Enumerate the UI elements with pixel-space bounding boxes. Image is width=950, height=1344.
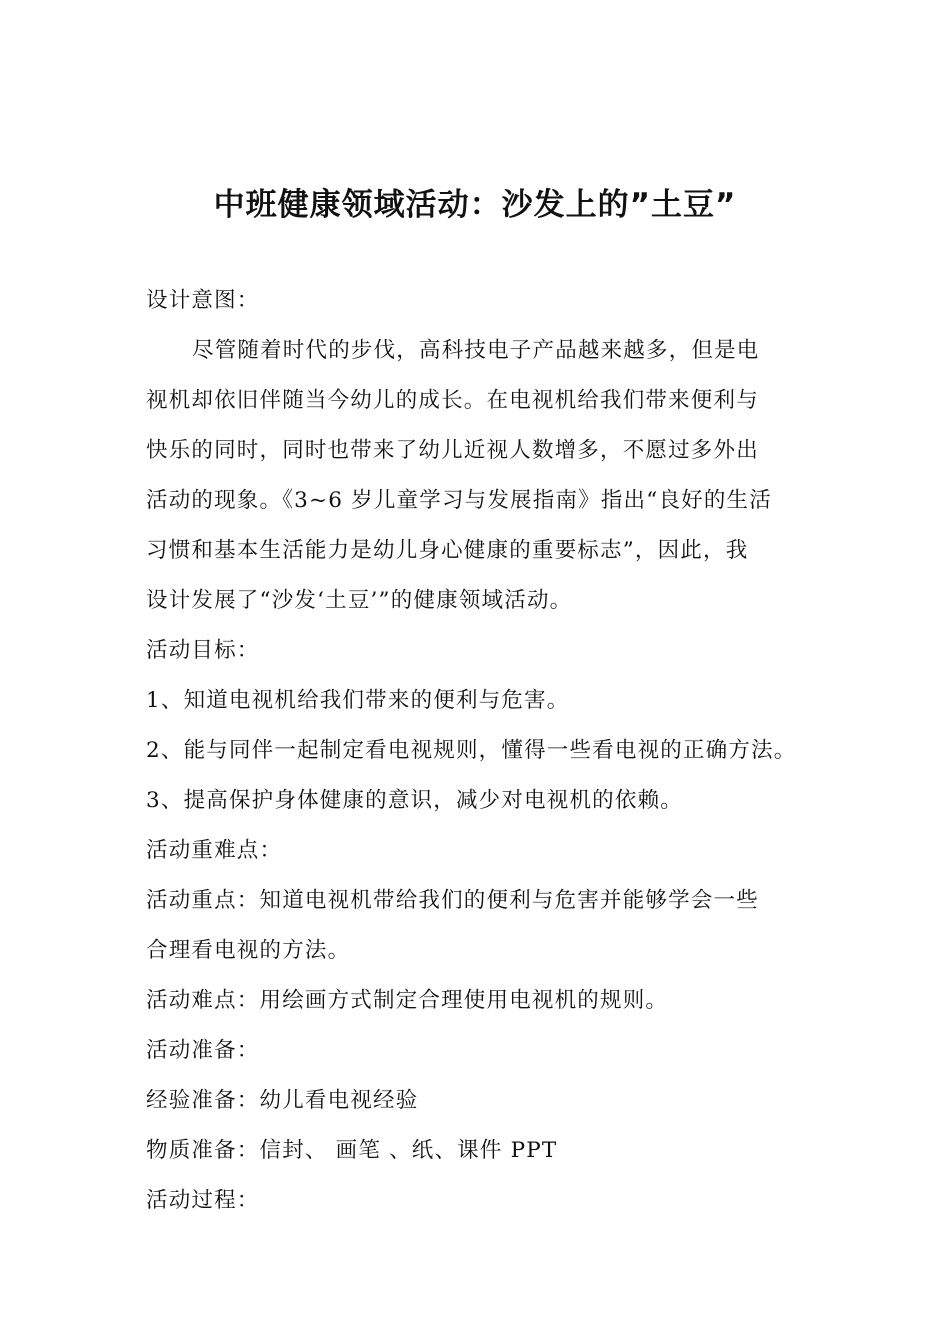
paragraph-line: 合理看电视的方法。 bbox=[146, 938, 351, 963]
paragraph-line: 活动的现象。《3~6 岁儿童学习与发展指南》指出“良好的生活 bbox=[146, 488, 772, 513]
paragraph-line: 活动重点：知道电视机带给我们的便利与危害并能够学会一些 bbox=[146, 888, 759, 913]
objective-item: 1、知道电视机给我们带来的便利与危害。 bbox=[146, 688, 570, 713]
paragraph-line: 物质准备：信封、 画笔 、纸、课件 PPT bbox=[146, 1138, 558, 1163]
section-heading-preparation: 活动准备： bbox=[146, 1038, 260, 1063]
section-heading-key-points: 活动重难点： bbox=[146, 838, 283, 863]
document-title: 中班健康领域活动：沙发上的”土豆” bbox=[213, 187, 737, 223]
paragraph-line: 快乐的同时，同时也带来了幼儿近视人数增多，不愿过多外出 bbox=[146, 438, 759, 463]
section-heading-objectives: 活动目标： bbox=[146, 638, 260, 663]
paragraph-line: 习惯和基本生活能力是幼儿身心健康的重要标志”，因此，我 bbox=[146, 538, 749, 563]
paragraph-line: 活动难点：用绘画方式制定合理使用电视机的规则。 bbox=[146, 988, 669, 1013]
paragraph-line: 设计发展了“沙发‘土豆’”的健康领域活动。 bbox=[146, 588, 573, 613]
section-heading-process: 活动过程： bbox=[146, 1188, 260, 1213]
section-heading-design-intent: 设计意图： bbox=[146, 288, 260, 313]
paragraph-line: 尽管随着时代的步伐，高科技电子产品越来越多，但是电 bbox=[192, 338, 760, 363]
paragraph-line: 视机却依旧伴随当今幼儿的成长。在电视机给我们带来便利与 bbox=[146, 388, 759, 413]
objective-item: 2、能与同伴一起制定看电视规则，懂得一些看电视的正确方法。 bbox=[146, 738, 797, 763]
paragraph-line: 经验准备：幼儿看电视经验 bbox=[146, 1088, 419, 1113]
objective-item: 3、提高保护身体健康的意识，减少对电视机的依赖。 bbox=[146, 788, 683, 813]
